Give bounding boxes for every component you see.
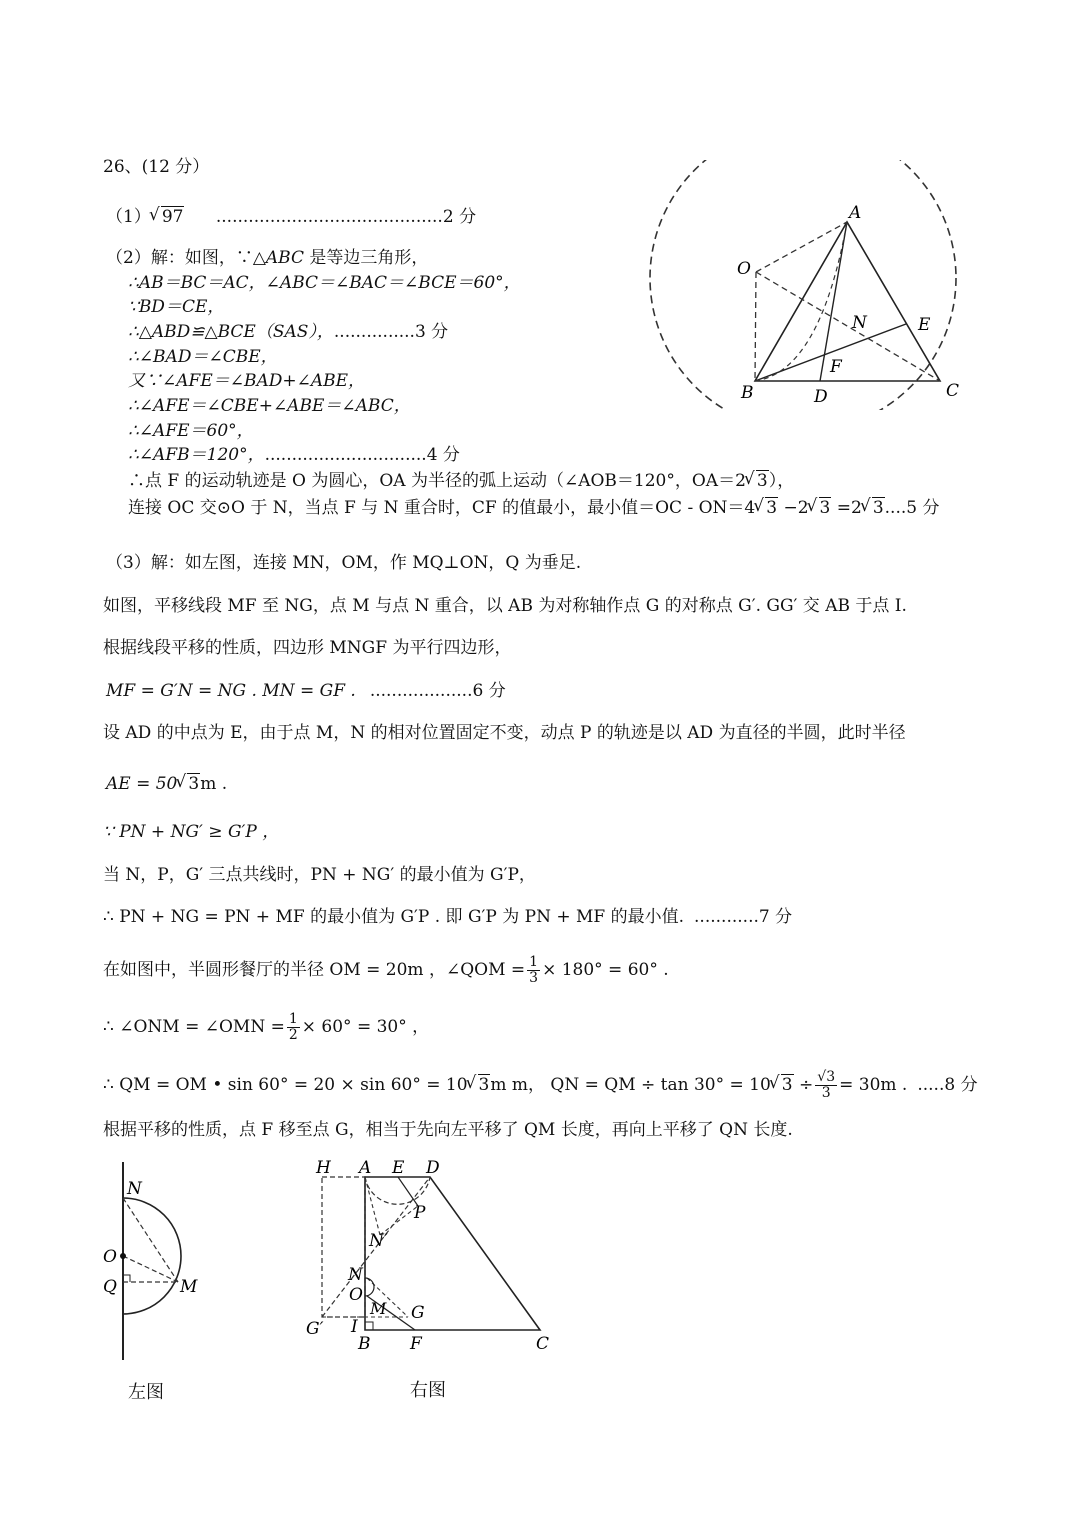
label-c: C: [946, 381, 960, 401]
label-a: A: [849, 203, 862, 223]
part3-line-1: （3）解：如左图，连接 MN，OM，作 MQ⊥ON，Q 为垂足.: [106, 553, 582, 573]
label-b: B: [358, 1334, 371, 1354]
part3-line-11: ∴ ∠ONM = ∠OMN = $\frac{1}{2}$ × 60° = 30° ，: [103, 1011, 430, 1043]
part3-line-9: ∴ PN + NG = PN + MF 的最小值为 G′P . 即 G′P 为 PN + MF 的最小值. ............7 分: [103, 907, 793, 927]
right-figure-caption: 右图: [410, 1380, 446, 1401]
part1-line: [106, 206, 476, 228]
right-angle-q: [123, 1275, 130, 1282]
part1-label: （1）: [106, 207, 151, 227]
fraction-sqrt3-over-3: $\frac{√3}{3}$: [817, 1069, 836, 1101]
label-c: C: [536, 1334, 550, 1354]
label-i: I: [351, 1317, 358, 1337]
part2-intro: （2）解：如图，∵△ABC 是等边三角形，: [106, 248, 429, 268]
label-n: N: [348, 1265, 363, 1285]
label-o: O: [737, 259, 751, 279]
part3-line-6: AE = 50√ 3m .: [106, 773, 227, 795]
label-m: M: [180, 1277, 198, 1297]
label-o: O: [349, 1285, 363, 1305]
segment-ep: [398, 1177, 418, 1206]
label-e: E: [918, 315, 931, 335]
label-o: O: [103, 1247, 117, 1267]
part2-line-3: ∴△ABD≌△BCE（SAS），...............3 分: [128, 322, 449, 342]
part2-line-8: ∴∠AFB＝120°，..............................4 分: [128, 445, 460, 465]
label-p: P: [414, 1203, 426, 1223]
label-b: B: [741, 383, 754, 403]
part1-dots: ..........................................: [215, 207, 443, 227]
part2-line-9: ∴点 F 的运动轨迹是 O 为圆心，OA 为半径的弧上运动（∠AOB＝120°，OA＝2√ 3），: [128, 470, 794, 492]
part3-line-10: 在如图中，半圆形餐厅的半径 OM = 20m ，∠QOM = $\frac{1}{3}$ × 180° = 60° .: [103, 954, 669, 986]
point-o: [120, 1253, 126, 1259]
semicircle: [123, 1198, 181, 1314]
label-f: F: [830, 357, 842, 377]
left-figure-caption: 左图: [128, 1382, 164, 1403]
question-header: 26、(12 分）: [103, 157, 210, 177]
segment-ob: [755, 272, 756, 381]
label-d: D: [426, 1158, 440, 1178]
part3-line-2: 如图，平移线段 MF 至 NG，点 M 与点 N 重合，以 AB 为对称轴作点 G 的对称点 G′. GG′ 交 AB 于点 I.: [103, 596, 907, 616]
part2-line-7: ∴∠AFE＝60°，: [128, 421, 254, 441]
label-g-prime: G′: [306, 1319, 324, 1339]
part2-line-5: 又∵∠AFE＝∠BAD+∠ABE，: [128, 371, 366, 391]
part3-line-5: 设 AD 的中点为 E，由于点 M，N 的相对位置固定不变，动点 P 的轨迹是以 AD 为直径的半圆，此时半径: [103, 723, 906, 743]
label-q: Q: [103, 1277, 117, 1297]
part3-line-12: ∴ QM = OM • sin 60° = 20 × sin 60° = 10√ 3m m， QN = QM ÷ tan 30° = 10√ 3 ÷ $\frac{√3}{3}$ = 30m . .....8 分: [103, 1070, 978, 1101]
part3-line-13: 根据平移的性质，点 F 移至点 G，相当于先向左平移了 QM 长度，再向上平移了 QN 长度.: [103, 1120, 793, 1140]
right-angle-b: [365, 1322, 373, 1330]
label-d: D: [814, 387, 828, 407]
label-a: A: [359, 1158, 372, 1178]
label-h: H: [316, 1158, 331, 1178]
sqrt-97: √ 97: [151, 206, 185, 228]
segment-nm: [123, 1198, 178, 1282]
fraction-one-third: $\frac{1}{3}$: [529, 954, 539, 986]
label-n: N: [852, 313, 867, 333]
label-g: G: [411, 1303, 425, 1323]
label-f: F: [410, 1334, 422, 1354]
part2-line-10: 连接 OC 交⊙O 于 N，当点 F 与 N 重合时，CF 的值最小，最小值＝OC - ON＝4√ 3 −2√ 3 =2√ 3....5 分: [128, 497, 940, 519]
part2-line-2: ∵BD＝CE，: [128, 297, 225, 317]
part3-line-4: MF = G′N = NG . MN = GF . ...................6 分: [106, 681, 506, 701]
segment-a-nprime: [365, 1177, 380, 1235]
figure-left-semicircle: [95, 1155, 215, 1365]
fraction-one-half: $\frac{1}{2}$: [288, 1011, 298, 1043]
label-m: M: [370, 1299, 387, 1318]
part3-line-3: 根据线段平移的性质，四边形 MNGF 为平行四边形，: [103, 638, 512, 658]
triangle-abc: [755, 222, 940, 381]
part2-line-1: ∴AB＝BC＝AC，∠ABC＝∠BAC＝∠BCE＝60°，: [128, 273, 521, 293]
figure-right-trapezoid: [300, 1155, 560, 1355]
part2-line-4: ∴∠BAD＝∠CBE，: [128, 347, 278, 367]
circle-o: [650, 160, 956, 410]
trapezoid-abcd: [365, 1177, 540, 1330]
label-n: N: [127, 1179, 142, 1199]
segment-om: [123, 1256, 178, 1282]
semicircle-ad: [365, 1177, 430, 1204]
part3-line-7: ∵ PN + NG′ ≥ G′P ，: [103, 822, 280, 842]
label-e: E: [392, 1158, 405, 1178]
part3-line-8: 当 N，P，G′ 三点共线时，PN + NG′ 的最小值为 G′P，: [103, 865, 536, 885]
part1-score: 2 分: [442, 207, 477, 227]
segment-oc: [756, 272, 940, 381]
figure-equilateral-triangle: [640, 160, 970, 410]
label-n-prime: N′: [369, 1231, 388, 1251]
part2-line-6: ∴∠AFE＝∠CBE+∠ABE＝∠ABC，: [128, 396, 411, 416]
